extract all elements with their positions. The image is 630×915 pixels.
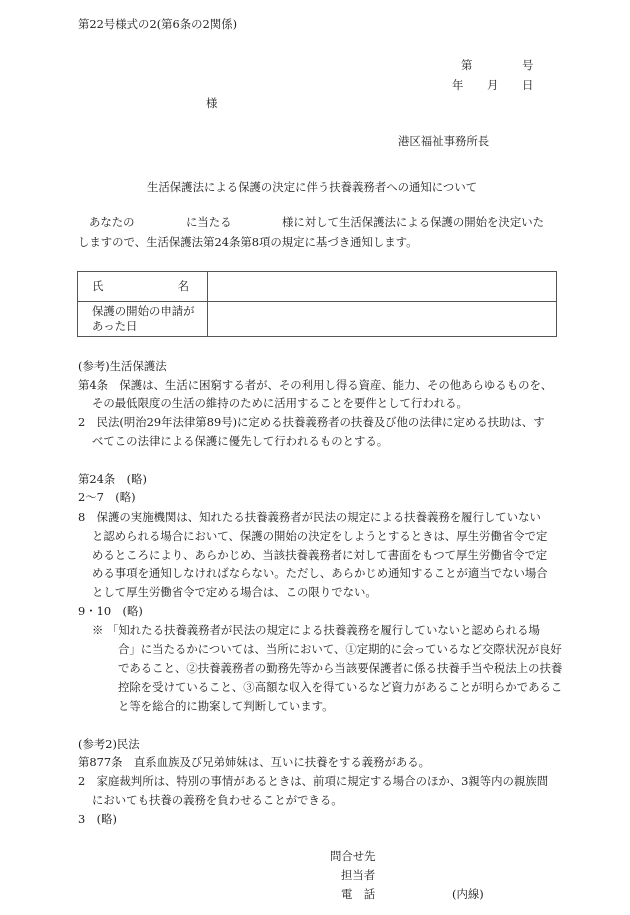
ref1-heading: (参考)生活保護法: [78, 359, 167, 373]
art4-p2-line1: 2 民法(明治29年法律第89号)に定める扶養義務者の扶養及び他の法律に定める扶助は、す: [78, 415, 545, 429]
application-label: 保護の開始の申請があった日: [92, 304, 195, 333]
civil-p3: 3 (略): [78, 812, 117, 826]
note-line3: であること、②扶養義務者の勤務先等から当該要保護者に係る扶養手当や税法上の扶養: [118, 661, 563, 675]
name-value-cell[interactable]: [208, 272, 557, 302]
contact-phone-label: 電 話: [341, 887, 376, 901]
body-line1-rest: 様に対して生活保護法による保護の開始を決定いた: [282, 215, 544, 229]
name-label-cell: [78, 272, 208, 302]
art4-p2-line2: べてこの法律による保護に優先して行われるものとする。: [92, 434, 389, 448]
civil-p2-line2: においても扶養の義務を負わせることができる。: [92, 793, 343, 807]
art24: 第24条 (略): [78, 472, 147, 486]
contact-person: 担当者: [341, 868, 376, 882]
art4-p1-line1: 第4条 保護は、生活に困窮する者が、その利用し得る資産、能力、その他あらゆるものを、: [78, 378, 553, 392]
art4-p1-line2: その最低限度の生活の維持のために活用することを要件として行われる。: [92, 396, 468, 410]
p8-line4: める事項を通知しなければならない。ただし、あらかじめ通知することが適当でない場合: [92, 566, 548, 580]
body-ni-ataru: に当たる: [186, 215, 232, 229]
contact-heading: 問合せ先: [330, 849, 376, 863]
p2-7: 2〜7 (略): [78, 490, 136, 504]
body-anata: あなたの: [89, 215, 135, 229]
art877: 第877条 直系血族及び兄弟姉妹は、互いに扶養をする義務がある。: [78, 755, 431, 769]
note-line5: と等を総合的に勘案して判断しています。: [118, 699, 334, 713]
doc-number-go: 号: [522, 58, 534, 72]
info-table: [77, 271, 557, 337]
date-day: 日: [522, 78, 534, 92]
p8-line3: めるところにより、あらかじめ、当該扶養義務者に対して書面をもつて厚生労働省令で定: [92, 548, 548, 562]
p9-10: 9・10 (略): [78, 604, 143, 618]
p8-line5: として厚生労働省令で定める場合は、この限りでない。: [92, 585, 377, 599]
p8-line2: と認められる場合において、保護の開始の決定をしようとするときは、厚生労働省令で定: [92, 529, 548, 543]
table-row-name: [78, 272, 557, 302]
date-year: 年: [452, 78, 464, 92]
addressee-suffix: 様: [206, 96, 218, 110]
ref2-heading: (参考2)民法: [78, 737, 140, 751]
civil-p2-line1: 2 家庭裁判所は、特別の事情があるときは、前項に規定する場合のほか、3親等内の親族間: [78, 774, 549, 788]
application-date-cell[interactable]: [208, 302, 557, 337]
application-label-cell: [78, 302, 208, 337]
name-label-1: 氏: [92, 278, 104, 293]
table-row-application-date: [78, 302, 557, 337]
sender: 港区福祉事務所長: [398, 134, 490, 148]
name-label-2: 名: [177, 278, 189, 293]
note-line4: 控除を受けていること、③高額な収入を得ているなど資力があることが明らかであるこ: [118, 680, 563, 694]
date-month: 月: [487, 78, 499, 92]
doc-number-dai: 第: [461, 58, 473, 72]
form-number: 第22号様式の2(第6条の2関係): [78, 17, 238, 31]
contact-extension: (内線): [452, 887, 484, 901]
p8-line1: 8 保護の実施機関は、知れたる扶養義務者が民法の規定による扶養義務を履行していない: [78, 510, 541, 524]
body-line2: しますので、生活保護法第24条第8項の規定に基づき通知します。: [78, 235, 418, 249]
note-line1: ※ 「知れたる扶養義務者が民法の規定による扶養義務を履行していないと認められる場: [92, 623, 540, 637]
document-title: 生活保護法による保護の決定に伴う扶養義務者への通知について: [147, 180, 478, 194]
note-line2: 合」に当たるかについては、当所において、①定期的に会っているなど交際状況が良好: [118, 642, 562, 656]
